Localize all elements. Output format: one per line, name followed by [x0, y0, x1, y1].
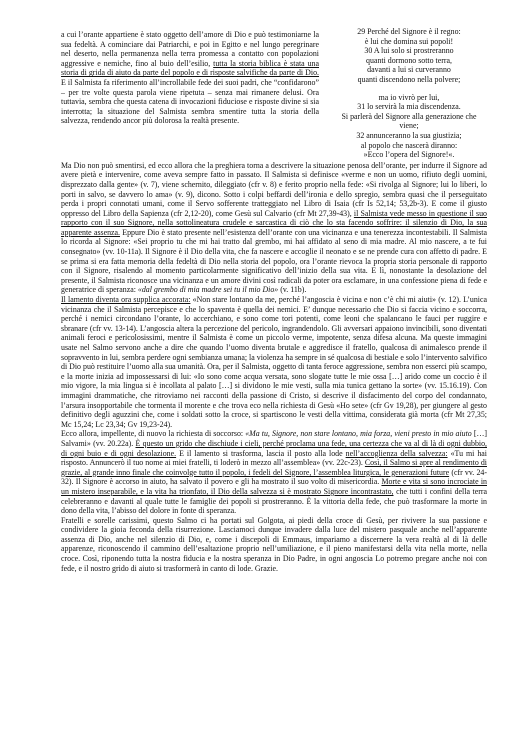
verse-line: 29 Perché del Signore è il regno:	[357, 27, 461, 36]
paragraph-silence	[61, 161, 487, 295]
text-span: E il lamento si trasforma, lascia il posto alla lode	[176, 448, 346, 458]
paragraph-history	[61, 30, 319, 126]
psalm-stanza-1	[331, 27, 487, 85]
paragraph-salvation	[61, 429, 487, 515]
verse-line: davanti a lui si curveranno	[367, 65, 451, 75]
verse-line: »Ecco l’opera del Signore!«.	[363, 150, 455, 160]
text-span: Eppure Dio è stato presente nell’esistenza dell’orante con una vicinanza e una tenerezza incontestabili. Il Salmista lo ricorda al Signore: «Sei proprio tu che mi hai tratto dal grembo, mi hai affidato al seno di mia madre. Al mio nascere, a te fui consegnato» (vv. 10-11a). Il Signore è il Dio della vita, che fa nascere e accoglie il neonato e se ne prende cura con affetto di padre. E se prima si era fatta memoria della fedeltà di Dio nella storia del popolo, ora l’orante rievoca la propria storia personale di rapporto con il Signore, risalendo al momento particolarmente significativo dell’inizio della sua vita. E lì, nonostante la desolazione del presente, il Salmista riconosce una vicinanza e un amore divini così radicali da poter ora esclamare, in una confessione piena di fede e generatrice di speranza:	[61, 227, 487, 295]
underlined-text: il Salmista vede messo in questione il suo rapporto con il suo Signore, nella sottolineatura crudele e sarcastica di ciò che lo sta facendo soffrire: il silenzio di Dio, la sua apparente assenza.	[61, 208, 487, 237]
left-column	[61, 30, 319, 160]
verse-line: è lui che domina sui popoli!	[364, 36, 454, 46]
verse-line: quanti discendono nella polvere;	[357, 74, 461, 84]
verse-line: 30 A lui solo si prostreranno	[364, 46, 454, 56]
text-span: E il Salmista fa riferimento all’incrollabile fede dei suoi padri, che “confidarono” – per tre volte questa parola viene ripetuta – senza mai rimanere delusi. Ora tuttavia, sembra che questa catena di invocazioni fiduciose e risposte divine si sia interrotta; la situazione del Salmista sembra smentire tutta la storia della salvezza, rendendo ancor più dolorosa la realtà presente.	[61, 77, 319, 126]
underlined-text: È questo un grido che dischiude i cieli, perché proclama una fede, una certezza che va al di là di ogni dubbio, di ogni buio e di ogni desolazione.	[61, 438, 487, 458]
text-span: «Non stare lontano da me, perché l’angoscia è vicina e non c’è chi mi aiuti» (v. 12). L’unica vicinanza che il Salmista percepisce e che lo spaventa è quella dei nemici. E’ dunque necessario che Dio si faccia vicino e soccorra, perché i nemici circondano l’orante, lo accerchiano, e sono come tori potenti, come leoni che spalancano le fauci per ruggire e sbranare (cfr vv. 13-14). L’angoscia altera la percezione del pericolo, ingrandendolo. Gli avversari appaiono invincibili, sono diventati animali feroci e pericolosissimi, mentre il Salmista è come un piccolo verme, impotente, senza difesa alcuna. Ma queste immagini usate nel Salmo servono anche a dire che quando l’uomo diventa brutale e aggredisce il fratello, qualcosa di animalesco prende il sopravvento in lui, sembra perdere ogni sembianza umana; la violenza ha sempre in sé qualcosa di bestiale e solo l’intervento salvifico di Dio può restituire l’uomo alla sua umanità. Ora, per il Salmista, oggetto di tanta feroce aggressione, sembra non esserci più scampo, e la morte inizia ad impossessarsi di lui: «Io sono come acqua versata, sono slogate tutte le mie ossa […] arido come un coccio è il mio vigore, la mia lingua si è incollata al palato […] si dividono le mie vesti, sulla mia tunica gettano la sorte» (vv. 15.16.19). Con immagini drammatiche, che ritroviamo nei racconti della passione di Cristo, si descrive il disfacimento del corpo del condannato, l’arsura insopportabile che tormenta il morente e che trova eco nella richiesta di Gesù «Ho sete» (cfr Gv 19,28), per giungere al gesto definitivo degli aguzzini che, come i soldati sotto la croce, si spartiscono le vesti della vittima, considerata già morta (cfr Mt 27,35; Mc 15,24; Lc 23,34; Gv 19,23-24).	[61, 295, 487, 429]
text-span: che tutti i confini della terra celebreranno e davanti al quale tutte le famiglie dei popoli si prostreranno. È la vittoria della fede, che può trasformare la morte in dono della vita, l’abisso del dolore in fonte di speranza.	[61, 486, 487, 516]
text-span: (cfr vv. 24-32). Il Signore è accorso in aiuto, ha salvato il povero e gli ha mostrato il suo volto di misericordia.	[61, 467, 488, 487]
text-span: Ma Dio non può smentirsi, ed ecco allora che la preghiera torna a descrivere la situazione penosa dell’orante, per indurre il Signore ad avere pietà e intervenire, come aveva sempre fatto in passato. Il Salmista si definisce «verme e non un uomo, rifiuto degli uomini, disprezzato dalla gente» (v. 7), viene schernito, dileggiato (cfr v. 8) e ferito proprio nella fede: «Si rivolga al Signore; lui lo liberi, lo porti in salvo, se davvero lo ama» (v. 9), dicono. Sotto i colpi beffardi dell’ironia e dello spregio, sembra quasi che il perseguitato perda i propri connotati umani, come il Servo sofferente tratteggiato nel Libro di Isaia (cfr Is 52,14; 53,2b-3). E come il giusto oppresso del Libro della Sapienza (cfr 2,12-20), come Gesù sul Calvario (cfr Mt 27,39-43),	[61, 160, 487, 218]
verse-line: al popolo che nascerà diranno:	[360, 140, 458, 150]
text-span: […] Salvami» (vv. 20.22a).	[61, 429, 487, 448]
verse-line: quanti dormono sotto terra,	[366, 55, 452, 65]
text-span: «Tu mi hai risposto. Annuncerò il tuo nome ai miei fratelli, ti loderò in mezzo all’assemblea» (vv. 22c-23).	[61, 448, 487, 468]
psalm-verses	[331, 27, 487, 160]
underlined-text: Morte e vita si sono incrociate in un mistero inseparabile, e la vita ha trionfato, il Dio della salvezza si è mostrato Signore incontrastato,	[61, 477, 487, 496]
text-span: Fratelli e sorelle carissimi, questo Salmo ci ha portati sul Golgota, ai piedi della croce di Gesù, per rivivere la sua passione e condividere la gioia feconda della risurrezione. Lasciamoci dunque invadere dalla luce del mistero pasquale anche nell’apparente assenza di Dio, anche nel silenzio di Dio, e, come i discepoli di Emmaus, impariamo a discernere la vera realtà al di là delle apparenze, riconoscendo il cammino dell’esaltazione proprio nell’umiliazione, e il pieno manifestarsi della vita nella morte, nella croce. Così, riponendo tutta la nostra fiducia e la nostra speranza in Dio Padre, in ogni angoscia Lo potremo pregare anche noi con fede, e il nostro grido di aiuto si trasformerà in canto di lode. Grazie.	[61, 515, 487, 573]
underlined-text: tutta la storia biblica è stata una storia di grida di aiuto da parte del popolo e di risposte salvifiche da parte di Dio.	[61, 58, 319, 78]
italic-quote: «dal grembo di mia madre sei tu il mio Dio»	[137, 285, 279, 295]
text-span: a cui l’orante appartiene è stato oggetto dell’amore di Dio e può testimoniarne la sua fedeltà. A cominciare dai Patriarchi, e poi in Egitto e nel lungo peregrinare nel deserto, nella permanenza nella terra promessa a contatto con popolazioni aggressive e nemiche, fino al buio dell’esilio,	[61, 30, 319, 68]
verse-line: 32 annunceranno la sua giustizia;	[356, 130, 462, 140]
paragraph-supplication	[61, 295, 487, 429]
top-section	[61, 27, 487, 160]
verse-line: Si parlerà del Signore alla generazione che viene;	[341, 111, 477, 131]
italic-quote: «Ma tu, Signore, non stare lontano, mia forza, vieni presto in mio aiuto	[245, 429, 472, 439]
underlined-text: Così, il Salmo si apre al rendimento di grazie, al grande inno finale che coinvolge tutto il popolo, i fedeli del Signore, l’assemblea liturgica, le generazioni future	[61, 458, 487, 477]
verse-line: ma io vivrò per lui,	[378, 92, 440, 102]
text-span: (v. 11b).	[278, 285, 307, 295]
underlined-text: Il lamento diventa ora supplica accorata:	[61, 295, 191, 305]
verse-line: 31 lo servirà la mia discendenza.	[357, 102, 461, 112]
underlined-text: nell’accoglienza della salvezza:	[345, 448, 448, 458]
paragraph-conclusion	[61, 516, 487, 574]
text-span: Ecco allora, impellente, di nuovo la richiesta di soccorso:	[61, 429, 246, 439]
psalm-stanza-2	[331, 93, 487, 160]
